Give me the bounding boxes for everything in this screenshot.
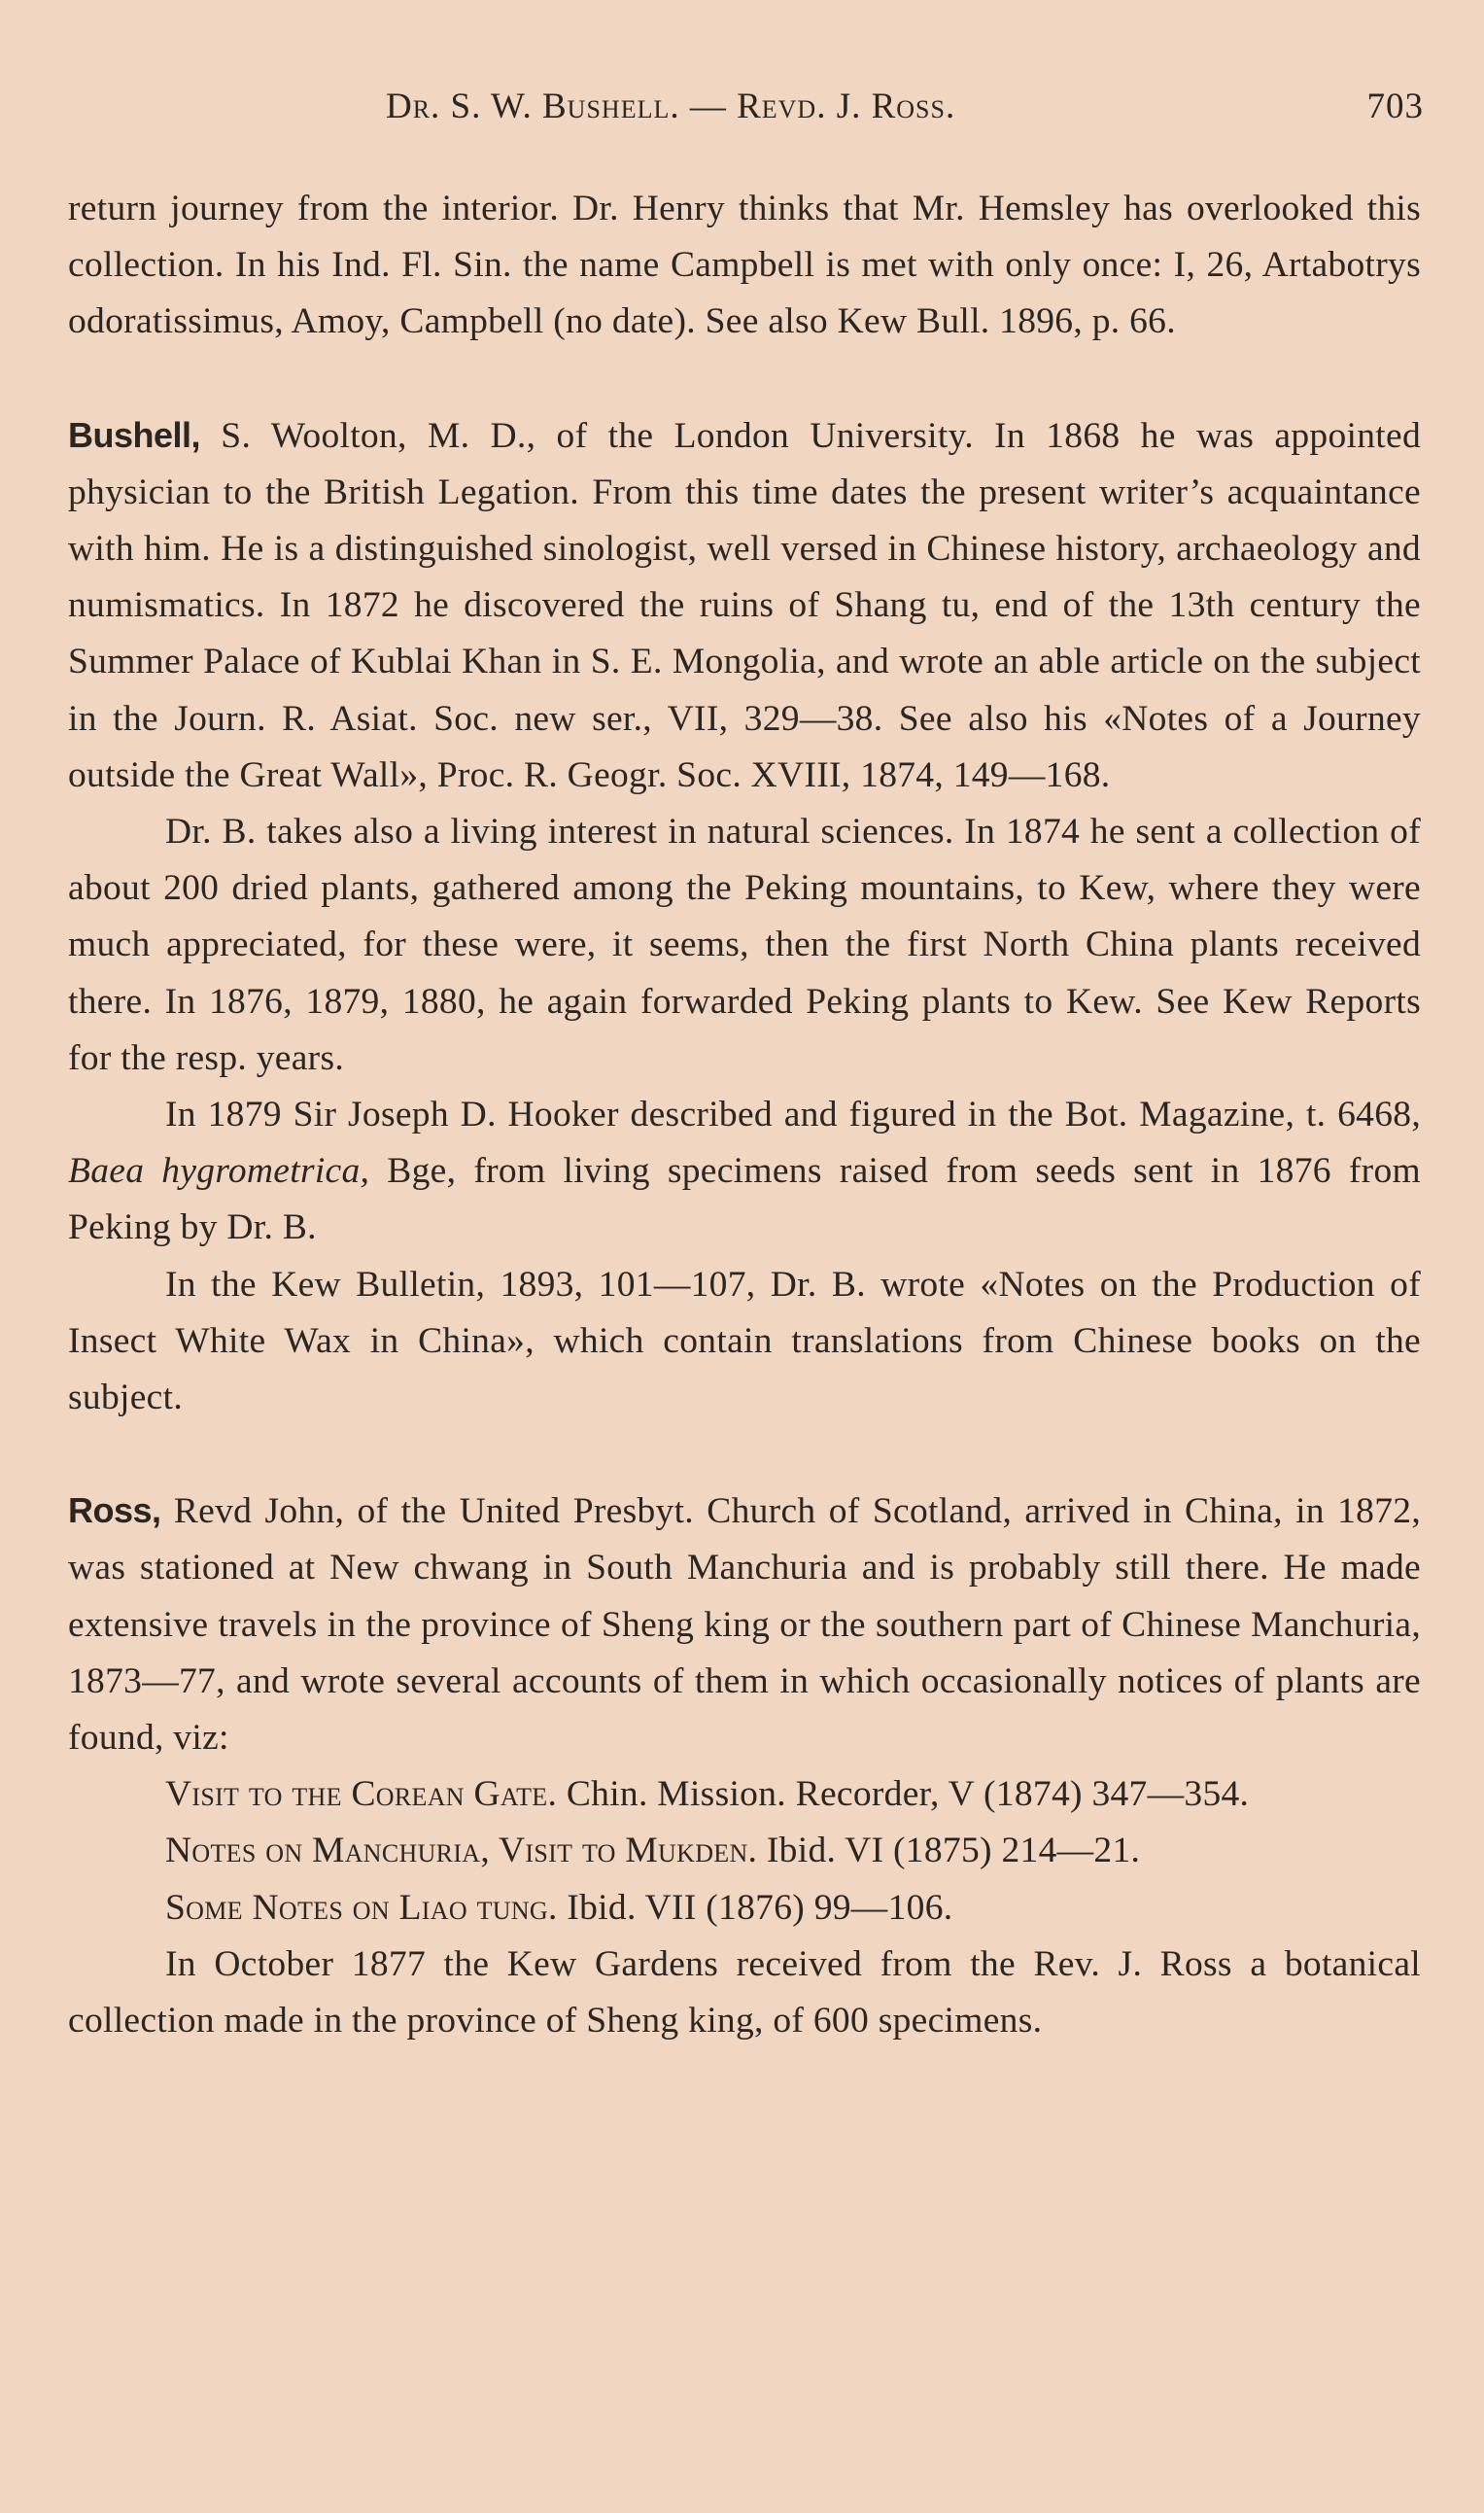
ross-entry-text: Revd John, of the United Presbyt. Church of Scotland, arrived in China, in 1872, was stationed at New chwang in South Manchuria and is probably still there. He made extensive travels in the province of Sheng king or the southern part of Chinese Manchuria, 1873—77, and wrote several accounts of them in which occasionally notices of plants are found, viz: (68, 1491, 1421, 1759)
ross-reference-3-title: Some Notes on Liao tung. (165, 1887, 558, 1928)
ross-kew-collection-paragraph: In October 1877 the Kew Gardens received from the Rev. J. Ross a botanical collection made in the province of Sheng king, of 600 specimens. (68, 1943, 1421, 2042)
running-head-title: Dr. S. W. Bushell. — Revd. J. Ross. (386, 87, 956, 126)
ross-reference-1-title: Visit to the Corean Gate. (165, 1774, 558, 1815)
page-number: 703 (1366, 87, 1424, 126)
ross-reference-1-citation: Chin. Mission. Recorder, V (1874) 347—354. (557, 1774, 1250, 1815)
ross-reference-3-citation: Ibid. VII (1876) 99—106. (557, 1887, 953, 1928)
bushell-entry-name: Bushell, (68, 414, 201, 455)
bushell-hooker-text-before: In 1879 Sir Joseph D. Hooker described and figured in the Bot. Magazine, t. 6468, (165, 1095, 1421, 1135)
ross-reference-1 (68, 1766, 1421, 1823)
bushell-hooker-text-after: Bge, from living specimens raised from seeds sent in 1876 from Peking by Dr. B. (68, 1151, 1421, 1248)
campbell-continuation-paragraph: return journey from the interior. Dr. Henry thinks that Mr. Hemsley has overlooked this collection. In his Ind. Fl. Sin. the name Campbell is met with only once: I, 26, Artabotrys odoratissimus, Amoy, Campbell (no date). See also Kew Bull. 1896, p. 66. (68, 189, 1421, 342)
ross-reference-2-title: Notes on Manchuria, Visit to Mukden. (165, 1831, 758, 1871)
ross-entry-name: Ross, (68, 1490, 161, 1531)
ross-reference-3 (68, 1880, 1421, 1937)
ross-reference-2 (68, 1823, 1421, 1879)
entry-separator (68, 351, 1421, 407)
bushell-natural-sciences-paragraph: Dr. B. takes also a living interest in natural sciences. In 1874 he sent a collection of about 200 dried plants, gathered among the Peking mountains, to Kew, where they were much appreciated, for these were, it seems, then the first North China plants received there. In 1876, 1879, 1880, he again forwarded Peking plants to Kew. See Kew Reports for the resp. years. (68, 812, 1421, 1078)
bushell-hooker-paragraph (68, 1087, 1421, 1257)
bushell-kew-bulletin-paragraph: In the Kew Bulletin, 1893, 101—107, Dr. B. wrote «Notes on the Production of Insect White Wax in China», which contain translations from Chinese books on the subject. (68, 1264, 1421, 1418)
entry-separator (68, 1426, 1421, 1483)
ross-reference-2-citation: Ibid. VI (1875) 214—21. (757, 1831, 1141, 1871)
body-text (68, 181, 1421, 2049)
bushell-species-name: Baea hygrometrica, (68, 1151, 370, 1192)
bushell-entry-paragraph (68, 407, 1421, 804)
ross-entry-paragraph (68, 1483, 1421, 1766)
bushell-entry-text: S. Woolton, M. D., of the London University. In 1868 he was appointed physician to the British Legation. From this time dates the present writer’s acquaintance with him. He is a distinguished sinologist, well versed in Chinese history, archaeology and numismatics. In 1872 he discovered the ruins of Shang tu, end of the 13th century the Summer Palace of Kublai Khan in S. E. Mongolia, and wrote an able article on the subject in the Journ. R. Asiat. Soc. new ser., VII, 329—38. See also his «Notes of a Journey outside the Great Wall», Proc. R. Geogr. Soc. XVIII, 1874, 149—168. (68, 415, 1421, 795)
running-head (68, 86, 1424, 140)
